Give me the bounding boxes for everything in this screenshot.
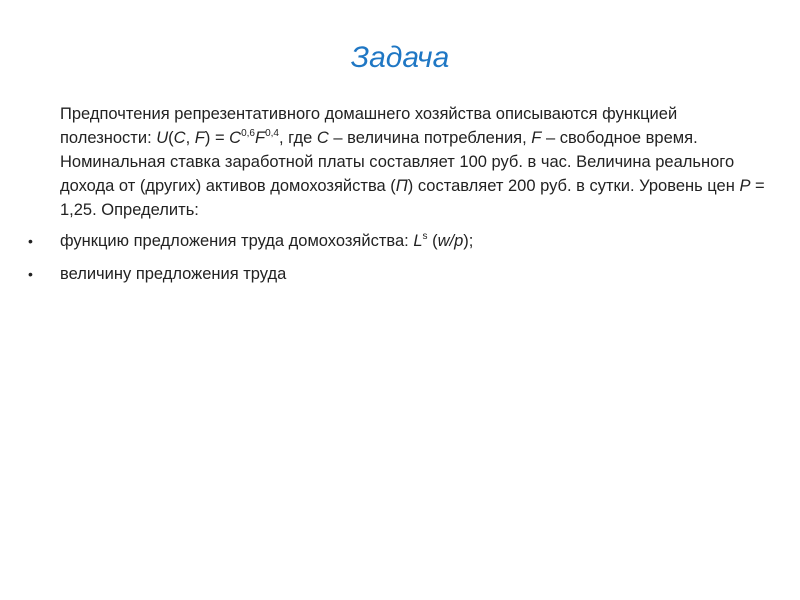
slide-title: Задача bbox=[350, 41, 450, 74]
var-u: U bbox=[156, 129, 169, 147]
var-w-over-p: w/p bbox=[437, 232, 464, 250]
list-item bbox=[0, 229, 800, 262]
exponent-f: 0,4 bbox=[265, 127, 279, 139]
var-p: P bbox=[739, 177, 751, 195]
problem-statement bbox=[60, 102, 770, 222]
task-list bbox=[0, 229, 800, 295]
intro-text-4: – свободное время. Номинальная ставка заработной платы составляет 100 руб. в час. Величина реального дохода от (других) активов домохозяйства ( bbox=[60, 129, 735, 195]
var-c: C bbox=[173, 129, 186, 147]
task-labor-supply-value: величину предложения труда bbox=[60, 265, 287, 283]
intro-text-2: , где bbox=[279, 129, 317, 147]
task1-prefix: функцию предложения труда домохозяйства: bbox=[60, 232, 414, 250]
bullet-icon: • bbox=[28, 266, 33, 282]
superscript-s: s bbox=[422, 230, 428, 242]
task-labor-supply-function bbox=[60, 229, 473, 253]
var-f: F bbox=[194, 129, 205, 147]
exponent-c: 0,6 bbox=[241, 127, 255, 139]
comma: , bbox=[185, 129, 195, 147]
paren-open: ( bbox=[168, 129, 174, 147]
var-pi: П bbox=[395, 177, 408, 195]
intro-text-5: ) составляет 200 руб. в сутки. Уровень цен bbox=[407, 177, 740, 195]
task1-end: ); bbox=[463, 232, 474, 250]
var-f-power: F bbox=[255, 129, 266, 147]
intro-text-3: – величина потребления, bbox=[328, 129, 532, 147]
task1-paren: ( bbox=[427, 232, 438, 250]
intro-text-6: = 1,25. Определить: bbox=[60, 177, 765, 219]
paren-close-equals: ) = bbox=[204, 129, 230, 147]
var-f-def: F bbox=[531, 129, 542, 147]
list-item bbox=[0, 262, 800, 295]
bullet-icon: • bbox=[28, 233, 33, 249]
var-l: L bbox=[413, 232, 423, 250]
var-c-power: C bbox=[229, 129, 242, 147]
var-c-def: C bbox=[316, 129, 329, 147]
intro-text-1: Предпочтения репрезентативного домашнего хозяйства описываются функцией полезности: bbox=[60, 105, 678, 147]
